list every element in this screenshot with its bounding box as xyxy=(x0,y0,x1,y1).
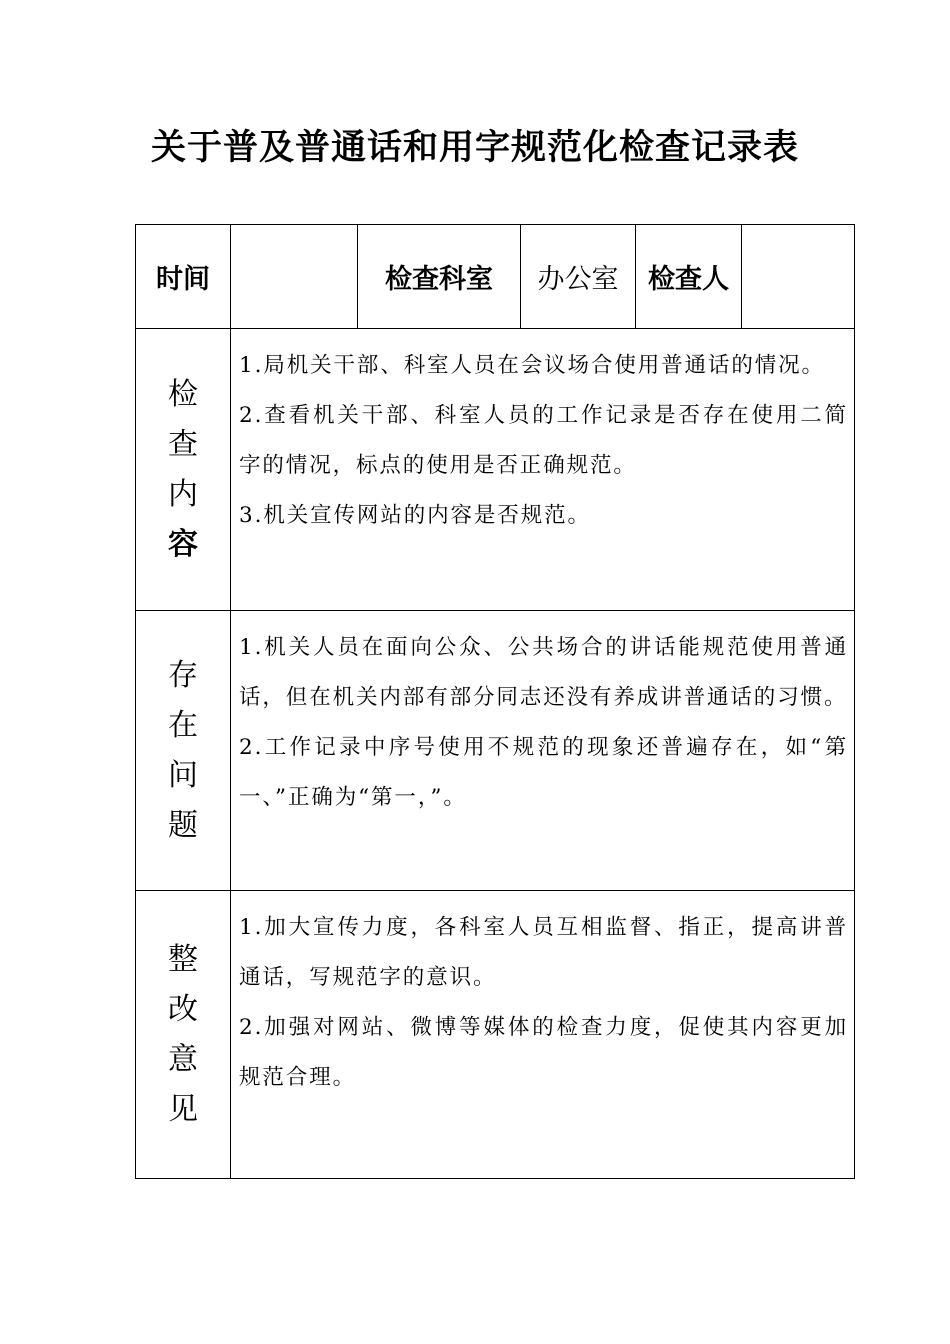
label-char: 整 xyxy=(168,941,198,977)
label-char: 存 xyxy=(168,657,198,693)
time-label: 时间 xyxy=(136,225,231,329)
list-item: 2.工作记录中序号使用不规范的现象还普遍存在，如“第一、”正确为“第一，”。 xyxy=(239,735,848,810)
label-char: 检 xyxy=(168,376,198,412)
label-char: 题 xyxy=(168,807,198,843)
label-char: 意 xyxy=(168,1041,198,1077)
label-char: 容 xyxy=(168,526,198,562)
inspector-value-cell[interactable] xyxy=(742,225,855,329)
label-char: 见 xyxy=(168,1091,198,1127)
label-char: 问 xyxy=(168,757,198,793)
department-value[interactable]: 办公室 xyxy=(521,225,636,329)
existing-issues-row xyxy=(136,611,855,891)
label-char: 内 xyxy=(168,476,198,512)
list-item: 2.加强对网站、微博等媒体的检查力度，促使其内容更加规范合理。 xyxy=(239,1015,848,1090)
list-item: 1.加大宣传力度，各科室人员互相监督、指正，提高讲普通话，写规范字的意识。 xyxy=(239,915,848,990)
inspection-record-table xyxy=(135,224,855,1179)
label-char: 查 xyxy=(168,426,198,462)
list-item: 3.机关宣传网站的内容是否规范。 xyxy=(239,503,591,528)
department-label: 检查科室 xyxy=(358,225,521,329)
rectification-label xyxy=(136,891,231,1179)
check-content-text xyxy=(231,329,855,611)
check-content-label xyxy=(136,329,231,611)
label-char: 在 xyxy=(168,707,198,743)
inspector-label: 检查人 xyxy=(636,225,742,329)
header-row xyxy=(136,225,855,329)
check-content-row xyxy=(136,329,855,611)
existing-issues-label xyxy=(136,611,231,891)
list-item: 1.机关人员在面向公众、公共场合的讲话能规范使用普通话，但在机关内部有部分同志还没有养成讲普通话的习惯。 xyxy=(239,635,848,710)
list-item: 2.查看机关干部、科室人员的工作记录是否存在使用二简字的情况，标点的使用是否正确规范。 xyxy=(239,403,848,478)
time-value-cell[interactable] xyxy=(231,225,358,329)
page-title: 关于普及普通话和用字规范化检查记录表 xyxy=(150,127,799,168)
label-char: 改 xyxy=(168,991,198,1027)
list-item: 1.局机关干部、科室人员在会议场合使用普通话的情况。 xyxy=(239,353,825,378)
rectification-text xyxy=(231,891,855,1179)
rectification-row xyxy=(136,891,855,1179)
existing-issues-text xyxy=(231,611,855,891)
